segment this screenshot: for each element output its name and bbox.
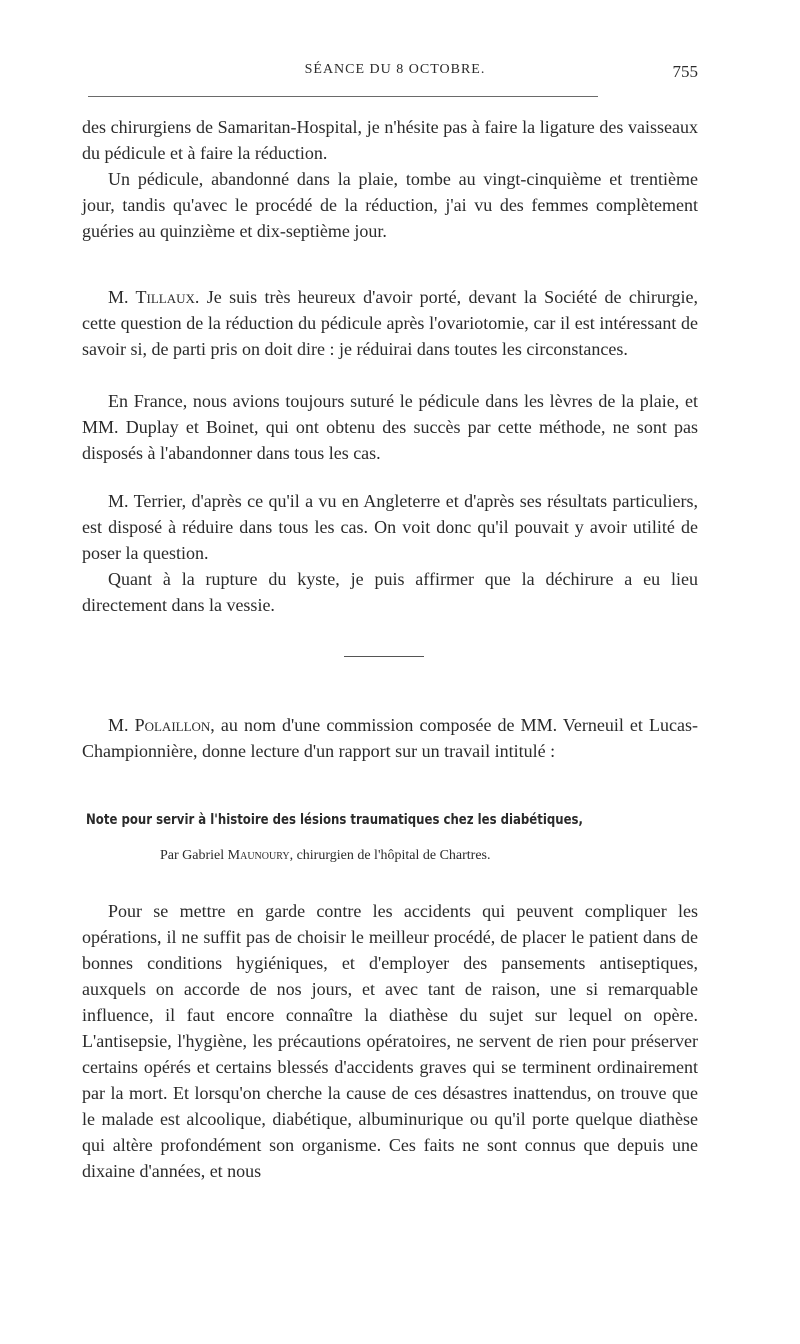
note-title: Note pour servir à l'histoire des lésions traumatiques chez les diabétiques,: [86, 812, 583, 828]
author-suffix: , chirurgien de l'hôpital de Chartres.: [289, 848, 491, 863]
running-title: SÉANCE DU 8 OCTOBRE.: [304, 62, 486, 77]
paragraph-polaillon: [82, 712, 698, 764]
author-name: Maunoury: [227, 848, 290, 863]
paragraph-continuation: des chirurgiens de Samaritan-Hospital, je n'hésite pas à faire la ligature des vaisseaux du pédicule et à faire la réduction.: [82, 117, 698, 163]
header-rule: [88, 96, 598, 97]
polaillon-text: au nom d'une commission composée de MM. Verneuil et Lucas-Championnière, donne lecture d'un rapport sur un travail intitulé :: [82, 715, 698, 761]
paragraph-france: En France, nous avions toujours suturé le pédicule dans les lèvres de la plaie, et MM. Duplay et Boinet, qui ont obtenu des succès par cette méthode, ne sont pas disposés à l'abandonner dans tous les cas.: [82, 391, 698, 463]
paragraph-main-text: Pour se mettre en garde contre les accidents qui peuvent compliquer les opérations, il ne suffit pas de choisir le meilleur procédé, de placer le patient dans de bonnes conditions hygiéniques, et d'employer des pansements antiseptiques, auxquels on accorde de nos jours, et avec tant de raison, une si remarquable influence, il faut encore connaître la diathèse du sujet sur lequel on opère. L'antisepsie, l'hygiène, les précautions opératoires, ne servent de rien pour préserver certains opérés et certains blessés d'accidents graves qui se terminent ordinairement par la mort. Et lorsqu'on cherche la cause de ces désastres inattendus, on trouve que le malade est alcoolique, diabétique, albuminurique ou qu'il porte quelque diathèse qui altère profondément son organisme. Ces faits ne sont connus que depuis une dixaine d'années, et nous: [82, 901, 698, 1181]
section-separator: [344, 656, 424, 657]
page-number: 755: [672, 62, 698, 81]
running-header: [92, 62, 698, 84]
speaker-tillaux: M. Tillaux.: [108, 287, 200, 307]
paragraph-pedicule: Un pédicule, abandonné dans la plaie, tombe au vingt-cinquième et trentième jour, tandis qu'avec le procédé de la réduction, j'ai vu des femmes complètement guéries au quinzième et dix-septième jour.: [82, 169, 698, 241]
paragraph-terrier: M. Terrier, d'après ce qu'il a vu en Angleterre et d'après ses résultats particuliers, est disposé à réduire dans tous les cas. On voit donc qu'il pouvait y avoir utilité de poser la question.: [82, 491, 698, 563]
paragraph-tillaux: [82, 284, 698, 362]
author-prefix: Par Gabriel: [160, 848, 228, 863]
paragraph-rupture: Quant à la rupture du kyste, je puis affirmer que la déchirure a eu lieu directement dans la vessie.: [82, 569, 698, 615]
speaker-polaillon: M. Polaillon,: [108, 715, 215, 735]
tillaux-text: Je suis très heureux d'avoir porté, devant la Société de chirurgie, cette question de la réduction du pédicule après l'ovariotomie, car il est intéressant de savoir si, de parti pris on doit dire : je réduirai dans toutes les circonstances.: [82, 287, 698, 359]
note-author: [160, 848, 491, 864]
